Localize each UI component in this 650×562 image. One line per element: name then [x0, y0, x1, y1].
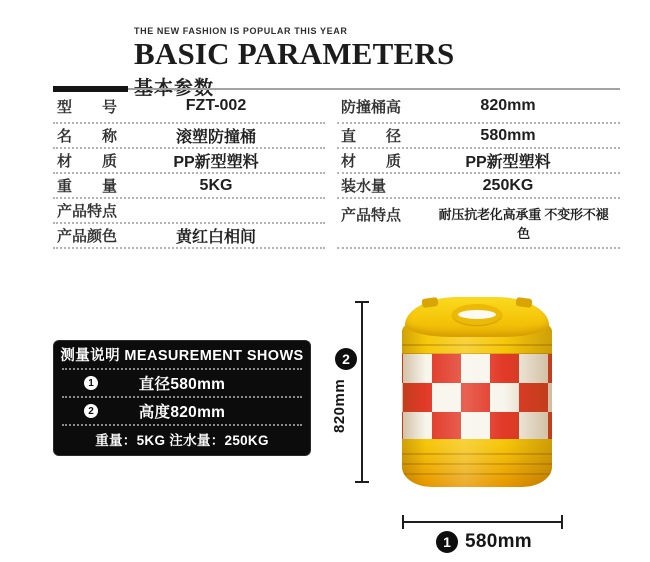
spec-row-material — [53, 149, 325, 174]
spec-value: 耐压抗老化高承重 不变形不褪色 — [438, 207, 609, 241]
height-dimension-line — [361, 302, 363, 482]
spec-value: 580mm — [480, 126, 536, 144]
spec-row-weight — [53, 174, 325, 199]
spec-label: 装水量 — [341, 178, 387, 195]
bucket-top-hole — [452, 304, 502, 325]
diameter-dimension-label: 580mm — [465, 531, 532, 552]
circled-number-1-badge: 1 — [436, 531, 458, 553]
measurement-row-height — [54, 398, 310, 424]
measurement-box — [53, 340, 311, 456]
spec-column-right — [337, 90, 620, 249]
spec-value: FZT-002 — [185, 97, 247, 114]
header-tagline: THE NEW FASHION IS POPULAR THIS YEAR — [134, 26, 348, 36]
dimension-cap — [561, 515, 563, 529]
spec-label: 产品颜色 — [57, 228, 118, 245]
bucket-notch — [421, 297, 438, 308]
bucket-notch — [515, 297, 532, 308]
circled-number-1-icon: 1 — [84, 376, 98, 390]
diameter-dimension-label-group — [436, 531, 532, 553]
spec-row-water-capacity — [337, 174, 620, 199]
bucket-cap — [405, 297, 549, 337]
page-title: BASIC PARAMETERS — [134, 36, 455, 71]
spec-row-height — [337, 90, 620, 124]
spec-table — [53, 88, 620, 249]
bucket-shading — [402, 323, 552, 487]
spec-label: 材 质 — [341, 153, 402, 170]
spec-value: 820mm — [480, 97, 536, 114]
spec-label: 重 量 — [57, 178, 118, 195]
spec-row-name — [53, 124, 325, 149]
spec-row-model — [53, 90, 325, 124]
spec-label: 产品特点 — [57, 203, 118, 220]
spec-column-left — [53, 90, 325, 249]
spec-value: 黄红白相间 — [175, 229, 256, 246]
table-accent-bar — [53, 86, 128, 92]
measurement-row-diameter — [54, 370, 310, 396]
table-column-gap — [325, 90, 337, 249]
spec-row-diameter — [337, 124, 620, 149]
spec-row-features-right — [337, 199, 620, 249]
dimension-cap — [402, 515, 404, 529]
spec-label: 直 径 — [341, 128, 402, 145]
dimension-cap — [355, 301, 369, 303]
spec-row-features — [53, 199, 325, 224]
bucket-body — [402, 323, 552, 487]
spec-value: 5KG — [199, 176, 233, 194]
spec-label: 防撞桶高 — [341, 98, 402, 116]
barrier-bucket-image — [402, 297, 552, 487]
dimension-cap — [355, 481, 369, 483]
spec-value: PP新型塑料 — [173, 154, 259, 171]
measurement-text: 直径580mm — [138, 376, 226, 393]
spec-label: 名 称 — [57, 128, 118, 145]
spec-label: 材 质 — [57, 153, 118, 170]
spec-value: 250KG — [482, 176, 534, 194]
circled-number-2-icon: 2 — [84, 404, 98, 418]
spec-row-material-right — [337, 149, 620, 174]
measurement-text: 高度820mm — [138, 404, 226, 421]
spec-label: 产品特点 — [341, 207, 402, 224]
measurement-box-footer: 重量：5KG 注水量：250KG — [95, 433, 269, 448]
height-dimension-label: 820mm — [331, 378, 348, 434]
diameter-dimension-line — [402, 521, 563, 523]
circled-number-2-badge: 2 — [335, 348, 357, 370]
spec-label: 型 号 — [57, 98, 118, 116]
spec-value: 滚塑防撞桶 — [175, 129, 256, 146]
page-subtitle: 基本参数 — [134, 77, 215, 99]
spec-value: PP新型塑料 — [465, 154, 551, 171]
spec-row-color — [53, 224, 325, 249]
measurement-box-title: 测量说明 MEASUREMENT SHOWS — [60, 348, 304, 364]
